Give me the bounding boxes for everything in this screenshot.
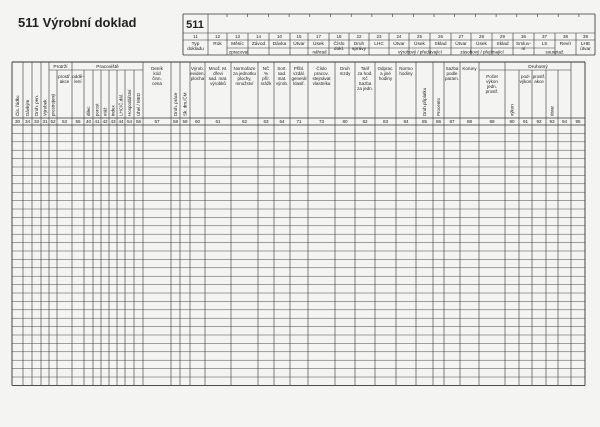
col-header-rot: porost <box>94 103 100 116</box>
col-header-rot: etáž <box>102 107 108 116</box>
col-header: Druh <box>340 66 350 71</box>
col-header: pod- <box>520 74 531 79</box>
col-header: prostř. <box>485 89 499 94</box>
col-number: 95 <box>575 119 581 124</box>
header-label: Útvar <box>293 42 305 47</box>
col-header: plochy, <box>237 76 252 81</box>
col-number: 42 <box>102 119 108 124</box>
col-header: mat. <box>277 76 287 81</box>
col-number: 64 <box>279 119 285 124</box>
col-header: podle <box>446 71 458 76</box>
col-number: 91 <box>522 119 529 124</box>
col-header: výrob. <box>275 81 289 86</box>
header-num: 24 <box>396 34 402 39</box>
col-number: 88 <box>466 119 473 124</box>
col-header: přír. <box>262 76 270 81</box>
col-header: činn. <box>152 76 162 81</box>
col-header: hodiny <box>399 71 413 76</box>
col-number: 52 <box>50 119 56 124</box>
col-header-rot: Druh příplatku <box>422 87 428 116</box>
header-label: Revír <box>559 42 572 47</box>
col-number: 56 <box>135 119 142 124</box>
col-number: 82 <box>362 119 368 124</box>
col-number: 92 <box>536 119 542 124</box>
col-header: oddě- <box>72 74 84 79</box>
col-header: cena <box>152 81 162 86</box>
header-label: Sklad <box>496 42 509 47</box>
header-num: 25 <box>416 34 423 39</box>
col-number: 85 <box>421 119 428 124</box>
header-num: 15 <box>296 34 302 39</box>
col-header: Sazba <box>445 66 459 71</box>
col-number: 63 <box>263 119 269 124</box>
col-header: srážk <box>260 81 272 86</box>
header-num: 36 <box>520 34 527 39</box>
col-number: 87 <box>449 119 455 124</box>
col-number: 71 <box>296 119 302 124</box>
col-number: 31 <box>42 119 48 124</box>
header-label: LS <box>541 42 548 47</box>
col-header: vzdál. <box>293 71 305 76</box>
col-header: akce <box>534 79 544 84</box>
col-header: sad. <box>277 71 287 76</box>
col-number: 33 <box>33 119 40 124</box>
header-group-zasobovy: zásobový / přejímající <box>460 49 504 55</box>
col-header-rot: útvar <box>549 105 555 116</box>
col-header-rot: Úhel / MED <box>136 92 142 116</box>
col-number: 84 <box>403 119 409 124</box>
col-header: za jednotku <box>232 71 257 76</box>
header-num: 28 <box>478 34 485 39</box>
col-header: Normofaze <box>233 66 256 71</box>
col-number: 83 <box>382 119 389 124</box>
header-group-zpracoval: zpracoval <box>228 49 249 55</box>
col-header-rot: Procento <box>436 97 442 116</box>
header-num: 18 <box>336 34 342 39</box>
header-num: 39 <box>582 34 589 39</box>
header-label: Úsek <box>313 42 324 47</box>
header-num: 12 <box>214 34 221 39</box>
col-header: stejnávat <box>312 76 331 81</box>
header-num: 38 <box>562 34 569 39</box>
col-number: 34 <box>24 119 31 124</box>
header-label: Úsek <box>476 42 487 47</box>
header-label: Útvar <box>393 42 405 47</box>
col-header-rot: Dávkým <box>25 99 31 116</box>
col-header: prostř. <box>532 74 546 79</box>
col-number: 40 <box>85 119 92 124</box>
header-num: 22 <box>356 34 362 39</box>
group-protrzl: Protrží <box>53 65 68 70</box>
col-header: Deník <box>151 66 163 71</box>
header-label: Druh <box>353 42 365 47</box>
header-num: 29 <box>499 34 506 39</box>
col-header: kód <box>153 71 161 76</box>
col-header-rot: dílec <box>86 106 92 116</box>
group-pracoviste: Pracoviště <box>96 65 119 70</box>
col-number: 30 <box>14 119 21 124</box>
col-header: % <box>263 71 269 76</box>
col-number: 59 <box>182 119 188 124</box>
col-header-rot: Výrobek <box>42 99 48 116</box>
col-header: param. <box>444 76 460 81</box>
header-label: Závod <box>251 42 266 47</box>
header-label: ní <box>521 47 526 52</box>
col-header: Koruny <box>462 66 477 71</box>
col-header-rot: index <box>110 105 116 116</box>
col-header: eviden. <box>190 71 205 76</box>
col-header: výkon <box>519 79 532 84</box>
header-label: Rok <box>213 42 222 47</box>
header-label: Typ <box>191 42 200 47</box>
group-druhotny: Druhotný <box>528 65 548 70</box>
col-header: hodiny <box>378 76 393 81</box>
col-number: 53 <box>61 119 68 124</box>
col-header: Přibl. <box>293 66 305 71</box>
col-header: mzdy <box>339 71 351 76</box>
col-header-rot: prostrojený <box>50 93 56 116</box>
col-number: 89 <box>489 119 495 124</box>
col-number: 44 <box>118 119 124 124</box>
col-header: Odprac. <box>377 66 394 71</box>
col-number: 43 <box>110 119 116 124</box>
header-label: Smluv- <box>516 42 531 47</box>
header-label: Číslo <box>333 42 345 47</box>
col-number: 61 <box>215 119 221 124</box>
col-header: dřevi <box>213 71 223 76</box>
header-num: 23 <box>376 34 382 39</box>
col-header: Kč <box>362 76 368 81</box>
col-number: 55 <box>75 119 81 124</box>
header-label: Útvar <box>455 42 467 47</box>
header-num: 11 <box>193 34 198 39</box>
header-label: Úsek <box>414 42 425 47</box>
header-group-nahrad: náhrad <box>312 49 327 55</box>
document-title: 511 Výrobní doklad <box>18 15 137 30</box>
header-label: útvar <box>580 47 591 52</box>
col-number: 93 <box>549 119 555 124</box>
col-header-rot: Druh. práce <box>173 92 179 116</box>
col-header: vlastníka <box>312 81 331 86</box>
col-number: 94 <box>561 119 568 124</box>
col-number: 54 <box>126 119 133 124</box>
col-number: 62 <box>241 119 248 124</box>
col-header: jedn. <box>487 84 497 89</box>
col-number: 80 <box>342 119 348 124</box>
col-header: Výrob. <box>190 66 205 71</box>
header-label: LHC <box>374 42 384 47</box>
col-number: 60 <box>194 119 201 124</box>
col-header: výrobků <box>210 81 226 86</box>
col-header: za hod. <box>357 71 373 76</box>
col-header-rot: Čís. řádku <box>15 95 21 116</box>
col-header: pracov. <box>314 71 329 76</box>
header-label: dokladu <box>187 47 204 52</box>
col-header: Sazba <box>358 81 372 86</box>
col-header-rot: LHC/Č.dál. <box>118 93 124 116</box>
col-header: generál <box>291 76 307 81</box>
header-num: 27 <box>458 34 464 39</box>
col-header-rot: Druh. pen. <box>34 94 40 116</box>
header-label: Sklad <box>434 42 447 47</box>
col-header-rot: Hospodářství <box>127 89 133 116</box>
col-number: 90 <box>509 119 515 124</box>
col-header: plocha <box>190 76 205 81</box>
col-header: výkon <box>486 79 498 84</box>
col-header: akce <box>59 79 70 84</box>
col-number: 41 <box>94 119 100 124</box>
header-label: Měsíc <box>231 42 244 47</box>
header-label: správy <box>351 47 367 52</box>
header-num: 13 <box>234 34 241 39</box>
col-header-rot: výkon <box>509 104 515 116</box>
col-header: klasif. <box>293 81 305 86</box>
header-label: Dávka <box>272 42 287 47</box>
col-header: prostř. <box>58 74 71 79</box>
header-num: 37 <box>541 34 548 39</box>
header-num: 10 <box>276 34 283 39</box>
col-number: 86 <box>435 119 442 124</box>
header-num: 17 <box>315 34 322 39</box>
header-group-souvztaz: souvztaž. <box>545 49 565 55</box>
col-number: 57 <box>154 119 160 124</box>
col-header-rot: Sk. dm./ČM <box>182 92 188 116</box>
col-header: Tarif <box>360 66 370 71</box>
col-header: Normo <box>399 66 413 71</box>
col-header: a jiné <box>380 71 391 76</box>
col-header: lení <box>74 79 82 84</box>
header-label: dokl. <box>333 47 345 52</box>
col-header: za jedn. <box>357 86 373 91</box>
col-header: sad. mat. <box>208 76 228 81</box>
col-header: Počet <box>486 74 498 79</box>
header-group-vyrobovy: výrobový / předávající <box>398 49 442 55</box>
col-header: Sort. <box>277 66 287 71</box>
col-header: NČ <box>262 66 270 71</box>
code-box-label: 511 <box>186 19 204 31</box>
header-label: LHE <box>580 42 591 47</box>
col-header: množství <box>235 81 254 86</box>
col-number: 73 <box>318 119 325 124</box>
header-num: 14 <box>255 34 262 39</box>
col-header: Množ. M. <box>208 66 228 71</box>
col-number: 58 <box>172 119 179 124</box>
col-header: Číslo <box>316 66 327 71</box>
header-num: 26 <box>437 34 444 39</box>
